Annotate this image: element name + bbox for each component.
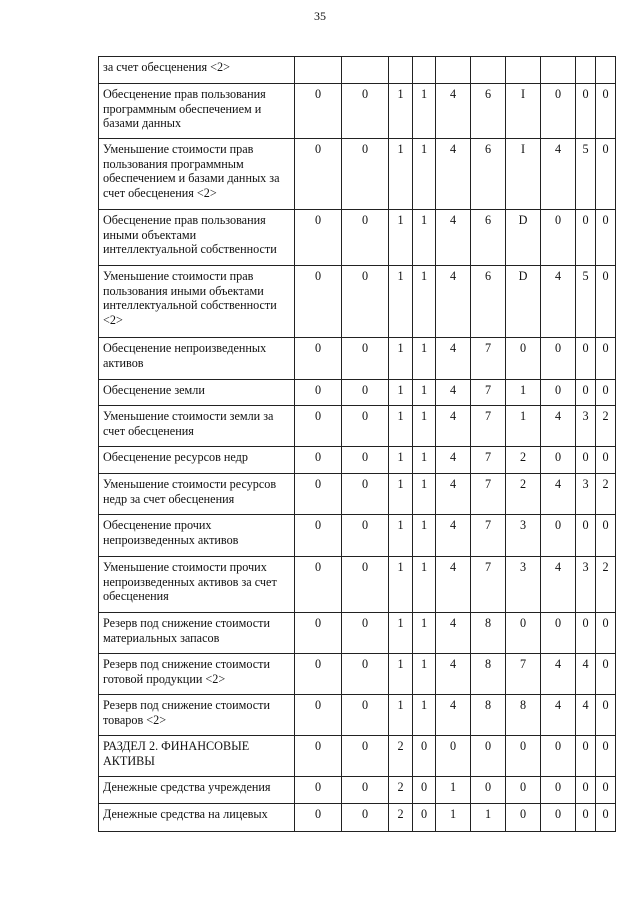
code-digit-cell: 4 [436,613,471,654]
code-digit-cell: 4 [541,654,576,695]
table-row [99,210,616,266]
code-digit-cell: 3 [506,515,541,557]
code-digit-cell: 1 [413,613,436,654]
page-number: 35 [314,9,326,23]
code-digit-cell: 2 [389,777,413,804]
code-digit-cell: 0 [342,139,389,210]
account-name-cell: Резерв под снижение стоимости готовой продукции <2> [99,654,295,695]
account-name-cell: Обесценение непроизведенных активов [99,338,295,380]
code-digit-cell [576,57,596,84]
account-name-cell: Денежные средства на лицевых [99,804,295,832]
code-digit-cell: 0 [576,380,596,406]
code-digit-cell: 0 [596,515,616,557]
code-digit-cell: 8 [471,613,506,654]
code-digit-cell: 6 [471,139,506,210]
code-digit-cell: 0 [295,380,342,406]
code-digit-cell: 1 [413,557,436,613]
code-digit-cell: 0 [541,804,576,832]
code-digit-cell [596,57,616,84]
account-name-cell: Уменьшение стоимости прочих непроизведенных активов за счет обесценения [99,557,295,613]
code-digit-cell: I [506,84,541,139]
code-digit-cell: 4 [436,338,471,380]
account-name-cell: Уменьшение стоимости прав пользования программным обеспечением и базами данных за счет обесценения <2> [99,139,295,210]
code-digit-cell: 1 [413,474,436,515]
code-digit-cell [295,57,342,84]
code-digit-cell: 0 [342,654,389,695]
code-digit-cell: 0 [541,515,576,557]
code-digit-cell: 0 [576,804,596,832]
account-name-cell: Обесценение прав пользования иными объектами интеллектуальной собственности [99,210,295,266]
code-digit-cell: 0 [295,804,342,832]
code-digit-cell [436,57,471,84]
code-digit-cell: 0 [541,613,576,654]
code-digit-cell: 0 [576,515,596,557]
code-digit-cell: 0 [541,338,576,380]
code-digit-cell: 0 [342,406,389,447]
account-name-cell: РАЗДЕЛ 2. ФИНАНСОВЫЕ АКТИВЫ [99,736,295,777]
code-digit-cell: 1 [389,266,413,338]
code-digit-cell: 0 [506,804,541,832]
code-digit-cell: 7 [471,406,506,447]
code-digit-cell: 1 [436,777,471,804]
account-name-cell: Обесценение прочих непроизведенных активов [99,515,295,557]
code-digit-cell: 3 [576,557,596,613]
code-digit-cell: 0 [342,474,389,515]
code-digit-cell: 1 [389,380,413,406]
table-row [99,474,616,515]
code-digit-cell: 7 [506,654,541,695]
code-digit-cell: 1 [413,695,436,736]
account-name-cell: за счет обесценения <2> [99,57,295,84]
code-digit-cell: 1 [389,210,413,266]
code-digit-cell: 0 [541,84,576,139]
code-digit-cell: 0 [295,515,342,557]
code-digit-cell: 1 [413,139,436,210]
code-digit-cell: 0 [295,557,342,613]
code-digit-cell: 3 [576,406,596,447]
code-digit-cell: 0 [342,515,389,557]
code-digit-cell: 4 [436,139,471,210]
code-digit-cell: 4 [436,695,471,736]
code-digit-cell [413,57,436,84]
code-digit-cell: 1 [506,406,541,447]
code-digit-cell: 0 [436,736,471,777]
code-digit-cell: 3 [506,557,541,613]
accounts-table [98,56,616,832]
table-row [99,84,616,139]
code-digit-cell: 6 [471,84,506,139]
code-digit-cell: 2 [596,557,616,613]
code-digit-cell: 0 [596,266,616,338]
code-digit-cell: 2 [506,447,541,474]
code-digit-cell: 4 [436,266,471,338]
code-digit-cell: 4 [436,515,471,557]
code-digit-cell: 0 [342,613,389,654]
code-digit-cell: 0 [576,84,596,139]
code-digit-cell: 0 [295,695,342,736]
table-row [99,654,616,695]
account-name-cell: Обесценение земли [99,380,295,406]
code-digit-cell: 0 [576,613,596,654]
code-digit-cell: 0 [596,380,616,406]
code-digit-cell: I [506,139,541,210]
table-row [99,613,616,654]
code-digit-cell: 1 [436,804,471,832]
code-digit-cell: 0 [413,804,436,832]
code-digit-cell: 0 [342,695,389,736]
code-digit-cell: 0 [295,474,342,515]
code-digit-cell: 0 [541,777,576,804]
code-digit-cell: 0 [541,447,576,474]
code-digit-cell: 0 [295,613,342,654]
code-digit-cell: 0 [342,736,389,777]
code-digit-cell: 1 [389,613,413,654]
code-digit-cell: 0 [295,736,342,777]
table-row [99,380,616,406]
account-name-cell: Резерв под снижение стоимости товаров <2> [99,695,295,736]
code-digit-cell: 1 [389,557,413,613]
code-digit-cell: 0 [295,210,342,266]
code-digit-cell: 0 [576,736,596,777]
code-digit-cell: 0 [541,380,576,406]
account-name-cell: Уменьшение стоимости прав пользования иными объектами интеллектуальной собственности <2> [99,266,295,338]
code-digit-cell: 7 [471,557,506,613]
code-digit-cell: 4 [436,447,471,474]
code-digit-cell: 0 [596,654,616,695]
code-digit-cell: 1 [413,380,436,406]
code-digit-cell: 5 [576,266,596,338]
code-digit-cell: 8 [471,695,506,736]
code-digit-cell: 0 [576,338,596,380]
code-digit-cell: 1 [389,474,413,515]
code-digit-cell: 2 [389,804,413,832]
code-digit-cell: 4 [541,266,576,338]
table-row [99,695,616,736]
code-digit-cell: 1 [413,266,436,338]
code-digit-cell [541,57,576,84]
code-digit-cell: 7 [471,515,506,557]
code-digit-cell: 4 [576,695,596,736]
code-digit-cell: 0 [596,447,616,474]
code-digit-cell: 0 [342,447,389,474]
code-digit-cell: 0 [576,777,596,804]
code-digit-cell: 0 [295,777,342,804]
code-digit-cell: 1 [389,84,413,139]
code-digit-cell: 1 [413,338,436,380]
code-digit-cell: 4 [541,557,576,613]
code-digit-cell: 8 [471,654,506,695]
code-digit-cell: 0 [342,266,389,338]
code-digit-cell: 7 [471,338,506,380]
code-digit-cell: 7 [471,447,506,474]
code-digit-cell: 0 [342,557,389,613]
code-digit-cell: 2 [506,474,541,515]
code-digit-cell: 1 [413,406,436,447]
code-digit-cell: 0 [541,210,576,266]
code-digit-cell: 1 [389,695,413,736]
table-row [99,57,616,84]
code-digit-cell: 0 [342,380,389,406]
code-digit-cell: 7 [471,474,506,515]
table-row [99,557,616,613]
table-row [99,338,616,380]
code-digit-cell: 1 [389,338,413,380]
table-row [99,447,616,474]
code-digit-cell: D [506,266,541,338]
code-digit-cell: 6 [471,210,506,266]
table-row [99,406,616,447]
table-row [99,139,616,210]
code-digit-cell: 0 [295,338,342,380]
code-digit-cell: 0 [576,210,596,266]
code-digit-cell: 7 [471,380,506,406]
code-digit-cell: 0 [413,777,436,804]
code-digit-cell: 1 [413,515,436,557]
code-digit-cell: 4 [436,474,471,515]
code-digit-cell: 0 [413,736,436,777]
code-digit-cell: 0 [596,613,616,654]
code-digit-cell: 0 [596,804,616,832]
code-digit-cell: 1 [413,210,436,266]
code-digit-cell: 1 [413,654,436,695]
code-digit-cell: 1 [506,380,541,406]
code-digit-cell: 3 [576,474,596,515]
code-digit-cell: D [506,210,541,266]
code-digit-cell: 0 [471,736,506,777]
code-digit-cell: 0 [295,139,342,210]
table-row [99,777,616,804]
table-row [99,515,616,557]
code-digit-cell: 0 [596,84,616,139]
code-digit-cell: 4 [436,557,471,613]
code-digit-cell: 1 [471,804,506,832]
code-digit-cell: 0 [342,804,389,832]
code-digit-cell: 0 [576,447,596,474]
code-digit-cell: 4 [436,380,471,406]
code-digit-cell: 0 [596,736,616,777]
code-digit-cell: 4 [541,474,576,515]
code-digit-cell: 4 [541,406,576,447]
code-digit-cell: 0 [506,613,541,654]
code-digit-cell: 0 [342,777,389,804]
code-digit-cell: 4 [436,84,471,139]
code-digit-cell: 0 [295,654,342,695]
table-row [99,736,616,777]
code-digit-cell: 0 [295,447,342,474]
code-digit-cell: 4 [541,695,576,736]
code-digit-cell [342,57,389,84]
account-name-cell: Денежные средства учреждения [99,777,295,804]
code-digit-cell: 4 [576,654,596,695]
code-digit-cell: 0 [506,777,541,804]
code-digit-cell: 1 [389,515,413,557]
code-digit-cell: 0 [506,338,541,380]
code-digit-cell: 1 [389,654,413,695]
account-name-cell: Обесценение ресурсов недр [99,447,295,474]
code-digit-cell: 0 [541,736,576,777]
code-digit-cell: 0 [596,777,616,804]
code-digit-cell: 4 [541,139,576,210]
code-digit-cell: 2 [596,474,616,515]
code-digit-cell: 2 [389,736,413,777]
code-digit-cell: 5 [576,139,596,210]
code-digit-cell: 4 [436,654,471,695]
code-digit-cell: 0 [596,695,616,736]
code-digit-cell [389,57,413,84]
code-digit-cell: 0 [471,777,506,804]
code-digit-cell: 0 [596,210,616,266]
code-digit-cell: 0 [295,84,342,139]
code-digit-cell: 1 [389,406,413,447]
code-digit-cell: 0 [506,736,541,777]
code-digit-cell [506,57,541,84]
code-digit-cell [471,57,506,84]
code-digit-cell: 4 [436,210,471,266]
code-digit-cell: 4 [436,406,471,447]
table-body [99,57,616,832]
account-name-cell: Уменьшение стоимости ресурсов недр за счет обесценения [99,474,295,515]
code-digit-cell: 1 [413,84,436,139]
code-digit-cell: 0 [295,406,342,447]
code-digit-cell: 0 [596,139,616,210]
code-digit-cell: 0 [295,266,342,338]
account-name-cell: Резерв под снижение стоимости материальных запасов [99,613,295,654]
code-digit-cell: 0 [342,84,389,139]
account-name-cell: Уменьшение стоимости земли за счет обесценения [99,406,295,447]
code-digit-cell: 0 [596,338,616,380]
account-name-cell: Обесценение прав пользования программным обеспечением и базами данных [99,84,295,139]
code-digit-cell: 2 [596,406,616,447]
code-digit-cell: 6 [471,266,506,338]
code-digit-cell: 1 [389,447,413,474]
code-digit-cell: 8 [506,695,541,736]
table-row [99,804,616,832]
code-digit-cell: 1 [413,447,436,474]
code-digit-cell: 0 [342,210,389,266]
code-digit-cell: 0 [342,338,389,380]
table-row [99,266,616,338]
code-digit-cell: 1 [389,139,413,210]
